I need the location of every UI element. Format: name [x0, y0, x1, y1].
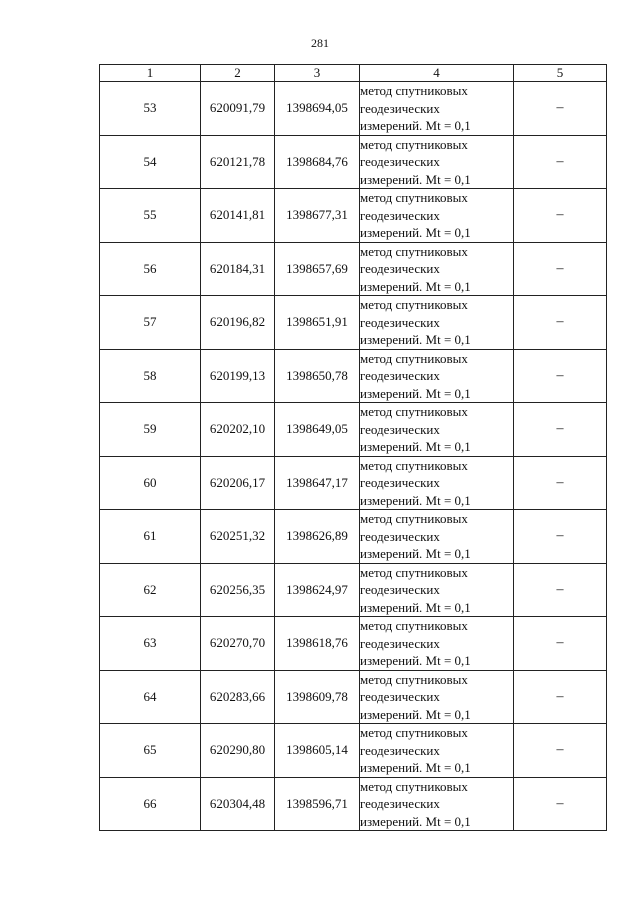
table-row [100, 510, 607, 564]
point-number: 57 [100, 296, 201, 350]
table-row [100, 724, 607, 778]
coordinates-table [99, 64, 607, 831]
column-5-value: – [514, 510, 607, 564]
method-description [360, 510, 514, 564]
point-number: 62 [100, 563, 201, 617]
table-row [100, 403, 607, 457]
method-line-1: метод спутниковых [360, 511, 468, 526]
coordinate-x: 620256,35 [201, 563, 275, 617]
coordinate-y: 1398596,71 [275, 777, 360, 831]
point-number: 53 [100, 82, 201, 136]
column-5-value: – [514, 349, 607, 403]
method-line-2: геодезических [360, 100, 440, 116]
table-row [100, 349, 607, 403]
point-number: 59 [100, 403, 201, 457]
column-5-value: – [514, 296, 607, 350]
method-line-3: измерений. Mt = 0,1 [360, 653, 471, 668]
column-header-1: 1 [100, 65, 201, 82]
coordinate-y: 1398649,05 [275, 403, 360, 457]
method-line-2: геодезических [360, 475, 440, 490]
method-line-2: геодезических [360, 635, 440, 651]
method-line-1: метод спутниковых [360, 671, 468, 687]
point-number: 63 [100, 617, 201, 671]
coordinate-x: 620251,32 [201, 510, 275, 564]
column-5-value: – [514, 617, 607, 671]
method-description [360, 349, 514, 403]
method-line-3: измерений. Mt = 0,1 [360, 278, 471, 294]
coordinate-x: 620141,81 [201, 189, 275, 243]
method-description [360, 189, 514, 243]
coordinate-x: 620202,10 [201, 403, 275, 457]
table-row [100, 563, 607, 617]
column-5-value: – [514, 189, 607, 243]
method-description [360, 777, 514, 831]
method-line-1: метод спутниковых [360, 350, 468, 366]
method-description [360, 296, 514, 350]
method-line-2: геодезических [360, 154, 440, 169]
method-line-2: геодезических [360, 314, 440, 330]
method-line-2: геодезических [360, 689, 440, 704]
table-header-row [100, 65, 607, 82]
table-row [100, 617, 607, 671]
method-line-1: метод спутниковых [360, 725, 468, 740]
point-number: 60 [100, 456, 201, 510]
column-header-3: 3 [275, 65, 360, 82]
column-5-value: – [514, 724, 607, 778]
method-description [360, 670, 514, 724]
point-number: 54 [100, 135, 201, 189]
column-5-value: – [514, 82, 607, 136]
coordinate-x: 620196,82 [201, 296, 275, 350]
column-5-value: – [514, 242, 607, 296]
method-line-1: метод спутниковых [360, 136, 468, 152]
method-description [360, 242, 514, 296]
method-line-1: метод спутниковых [360, 83, 468, 98]
coordinate-y: 1398651,91 [275, 296, 360, 350]
method-description [360, 135, 514, 189]
coordinate-x: 620206,17 [201, 456, 275, 510]
coordinate-y: 1398626,89 [275, 510, 360, 564]
method-line-3: измерений. Mt = 0,1 [360, 332, 471, 347]
method-line-1: метод спутниковых [360, 618, 468, 633]
point-number: 58 [100, 349, 201, 403]
coordinate-y: 1398684,76 [275, 135, 360, 189]
method-description [360, 724, 514, 778]
method-line-3: измерений. Mt = 0,1 [360, 439, 471, 454]
coordinate-y: 1398609,78 [275, 670, 360, 724]
method-line-2: геодезических [360, 368, 440, 383]
coordinate-y: 1398657,69 [275, 242, 360, 296]
table-row [100, 82, 607, 136]
table-row [100, 777, 607, 831]
method-line-2: геодезических [360, 421, 440, 437]
column-header-4: 4 [360, 65, 514, 82]
method-description [360, 82, 514, 136]
table-row [100, 135, 607, 189]
method-line-1: метод спутниковых [360, 457, 468, 473]
table-row [100, 670, 607, 724]
table-body [100, 82, 607, 831]
coordinate-y: 1398605,14 [275, 724, 360, 778]
method-line-3: измерений. Mt = 0,1 [360, 760, 471, 775]
column-5-value: – [514, 777, 607, 831]
method-line-1: метод спутниковых [360, 778, 468, 794]
method-line-1: метод спутниковых [360, 564, 468, 580]
method-line-3: измерений. Mt = 0,1 [360, 171, 471, 187]
coordinate-y: 1398650,78 [275, 349, 360, 403]
method-line-1: метод спутниковых [360, 243, 468, 259]
point-number: 64 [100, 670, 201, 724]
method-line-3: измерений. Mt = 0,1 [360, 599, 471, 615]
page-number: 281 [311, 36, 329, 50]
column-5-value: – [514, 403, 607, 457]
method-line-3: измерений. Mt = 0,1 [360, 118, 471, 133]
column-5-value: – [514, 456, 607, 510]
table-row [100, 296, 607, 350]
method-line-2: геодезических [360, 742, 440, 758]
coordinate-y: 1398618,76 [275, 617, 360, 671]
coordinate-x: 620091,79 [201, 82, 275, 136]
method-description [360, 456, 514, 510]
point-number: 66 [100, 777, 201, 831]
method-line-1: метод спутниковых [360, 190, 468, 205]
method-line-1: метод спутниковых [360, 404, 468, 419]
table-row [100, 242, 607, 296]
method-line-2: геодезических [360, 207, 440, 223]
method-line-3: измерений. Mt = 0,1 [360, 385, 471, 401]
coordinate-x: 620199,13 [201, 349, 275, 403]
method-line-2: геодезических [360, 528, 440, 544]
method-description [360, 563, 514, 617]
method-line-3: измерений. Mt = 0,1 [360, 546, 471, 561]
method-line-1: метод спутниковых [360, 297, 468, 312]
point-number: 56 [100, 242, 201, 296]
coordinate-x: 620121,78 [201, 135, 275, 189]
column-header-5: 5 [514, 65, 607, 82]
coordinate-y: 1398647,17 [275, 456, 360, 510]
point-number: 65 [100, 724, 201, 778]
coordinate-y: 1398677,31 [275, 189, 360, 243]
coordinate-y: 1398694,05 [275, 82, 360, 136]
point-number: 61 [100, 510, 201, 564]
table-row [100, 456, 607, 510]
coordinate-x: 620304,48 [201, 777, 275, 831]
column-5-value: – [514, 135, 607, 189]
method-line-3: измерений. Mt = 0,1 [360, 225, 471, 240]
table-row [100, 189, 607, 243]
method-line-2: геодезических [360, 582, 440, 597]
coordinate-x: 620283,66 [201, 670, 275, 724]
method-description [360, 403, 514, 457]
method-line-2: геодезических [360, 261, 440, 276]
method-line-3: измерений. Mt = 0,1 [360, 706, 471, 722]
column-header-2: 2 [201, 65, 275, 82]
method-description [360, 617, 514, 671]
point-number: 55 [100, 189, 201, 243]
method-line-3: измерений. Mt = 0,1 [360, 492, 471, 508]
method-line-2: геодезических [360, 796, 440, 811]
coordinate-x: 620290,80 [201, 724, 275, 778]
coordinate-x: 620184,31 [201, 242, 275, 296]
coordinate-x: 620270,70 [201, 617, 275, 671]
column-5-value: – [514, 563, 607, 617]
method-line-3: измерений. Mt = 0,1 [360, 813, 471, 829]
column-5-value: – [514, 670, 607, 724]
coordinate-y: 1398624,97 [275, 563, 360, 617]
